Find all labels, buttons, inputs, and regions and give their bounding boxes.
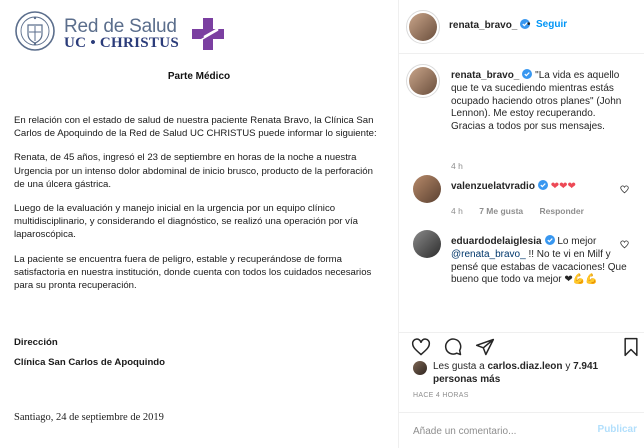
liker-avatar[interactable] <box>413 361 427 375</box>
report-signature <box>14 333 165 373</box>
author-username-link[interactable] <box>449 19 530 31</box>
comment-time[interactable]: 4 h <box>451 206 463 216</box>
heart-icon[interactable] <box>411 337 431 357</box>
commenter-avatar[interactable] <box>413 175 441 203</box>
comment-meta <box>451 206 598 216</box>
signature-department: Dirección <box>14 337 58 348</box>
verified-icon <box>545 235 555 245</box>
likes-connector: y <box>565 361 571 372</box>
logo-text-red-de-salud: Red de Salud <box>64 16 177 37</box>
caption-text: "La vida es aquello que te va sucediendo mientras estás ocupado haciendo otros planes" (John Lennon). Me estoy recuperando. Gracias a todos por sus mensajes. <box>451 70 622 133</box>
reply-button[interactable]: Responder <box>539 206 584 216</box>
add-comment-bar <box>399 412 644 448</box>
report-paragraph: Renata, de 45 años, ingresó el 23 de septiembre en horas de la noche a nuestra Urgencia por un intenso dolor abdominal de inicio brusco, producto de la perforación de una úlcera gástrica. <box>14 152 373 190</box>
comment-input[interactable] <box>413 423 593 439</box>
comment-icon[interactable] <box>443 337 463 357</box>
comment-text: ❤❤❤ <box>550 181 576 192</box>
header-separator: • <box>527 19 531 30</box>
share-icon[interactable] <box>475 337 495 357</box>
report-paragraph: Luego de la evaluación y manejo inicial en la urgencia por un equipo clínico multidisciplinario, y considerando el diagnóstico, se realizó una operación por vía laparoscópica. <box>14 203 358 241</box>
red-de-salud-logo <box>14 10 224 54</box>
report-date: Santiago, 24 de septiembre de 2019 <box>14 412 164 423</box>
bookmark-icon[interactable] <box>621 337 641 357</box>
comment-likes[interactable]: 7 Me gusta <box>479 206 524 216</box>
commenter-avatar[interactable] <box>413 230 441 258</box>
report-body <box>14 114 386 303</box>
post-timestamp[interactable]: HACE 4 HORAS <box>413 392 469 399</box>
christus-cross-icon <box>190 16 226 52</box>
comment-text: !! No te vi en Milf y pensé que estabas de vacaciones! Que bueno que todo va mejor ❤💪💪 <box>451 248 627 286</box>
report-paragraph: La paciente se encuentra fuera de peligro, estable y recuperándose de forma satisfactoria en nuestra institución, donde cuenta con todos los cuidados necesarios para su pronta recuperación. <box>14 253 372 292</box>
seal-icon <box>14 10 56 52</box>
post-header <box>399 0 644 54</box>
logo-text-uc-christus: UC • CHRISTUS <box>64 35 180 51</box>
comment-text: Lo mejor <box>557 236 597 247</box>
caption-time[interactable]: 4 h <box>451 161 463 171</box>
report-title: Parte Médico <box>167 71 231 82</box>
report-paragraph: En relación con el estado de salud de nuestra paciente Renata Bravo, la Clínica San Carlos de Apoquindo de la Red de Salud UC CHRISTUS puede informar lo siguiente: <box>14 115 377 140</box>
commenter-username[interactable]: eduardodelaiglesia <box>451 236 542 247</box>
comment-mention[interactable]: @renata_bravo_ <box>451 248 526 260</box>
publish-button[interactable]: Publicar <box>597 424 637 435</box>
follow-button[interactable]: Seguir <box>536 19 568 30</box>
post-side-panel <box>398 0 644 448</box>
commenter-username[interactable]: valenzuelatvradio <box>451 181 535 192</box>
caption-meta <box>451 161 477 171</box>
caption-avatar[interactable] <box>409 67 437 95</box>
verified-icon <box>522 69 532 79</box>
likes-count[interactable]: 7.941 personas más <box>433 361 599 385</box>
likes-prefix: Les gusta a <box>433 361 485 372</box>
signature-clinic: Clínica San Carlos de Apoquindo <box>14 357 166 368</box>
comments-list[interactable] <box>399 54 644 332</box>
comment <box>451 235 627 287</box>
verified-icon <box>538 180 548 190</box>
author-avatar[interactable] <box>409 13 437 41</box>
author-username[interactable]: renata_bravo_ <box>449 20 518 31</box>
heart-icon[interactable] <box>620 185 629 194</box>
heart-icon[interactable] <box>620 240 629 249</box>
likes-text <box>433 360 623 386</box>
liker-username[interactable]: carlos.diaz.leon <box>487 361 563 372</box>
caption <box>451 69 627 134</box>
comment <box>451 180 627 194</box>
caption-username[interactable]: renata_bravo_ <box>451 70 520 81</box>
post-actions <box>399 332 644 362</box>
